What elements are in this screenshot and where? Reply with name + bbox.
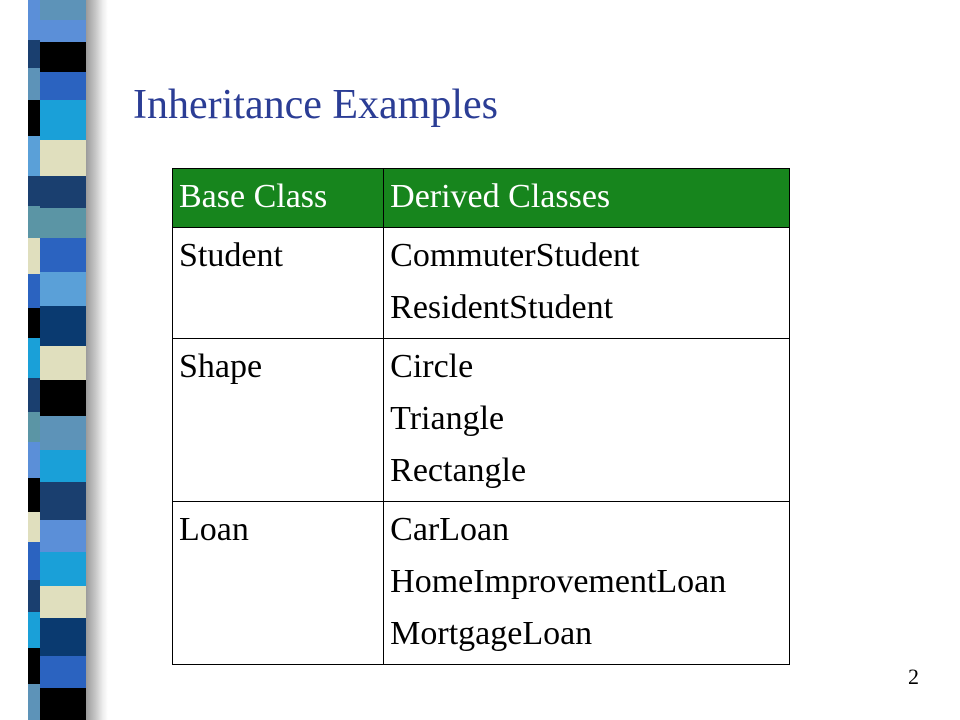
base-class-cell: Loan: [173, 502, 384, 665]
header-base-class: Base Class: [173, 169, 384, 228]
derived-classes-cell: [384, 339, 790, 502]
table-row: [173, 228, 790, 339]
side-bar-shadow: [86, 0, 108, 720]
side-bar-strip: [40, 306, 86, 346]
base-class-cell: Student: [173, 228, 384, 339]
side-bar-strip: [40, 618, 86, 656]
derived-class-item: Rectangle: [390, 452, 527, 489]
derived-class-item: MortgageLoan: [390, 615, 593, 652]
side-bar-strip: [40, 238, 86, 272]
slide-title: Inheritance Examples: [133, 82, 498, 128]
side-bar-strip: [40, 450, 86, 482]
side-bar-strip: [40, 416, 86, 450]
side-bar-strip: [40, 688, 86, 720]
base-class-cell: Shape: [173, 339, 384, 502]
side-bar-strip: [40, 520, 86, 552]
side-bar-strip: [40, 176, 86, 208]
derived-class-item: HomeImprovementLoan: [390, 563, 727, 600]
side-bar-strip: [40, 72, 86, 100]
derived-classes-cell: [384, 502, 790, 665]
derived-class-item: CarLoan: [390, 511, 510, 548]
side-bar-strip: [40, 586, 86, 618]
inheritance-table: [172, 168, 790, 665]
derived-class-item: Triangle: [390, 400, 505, 437]
side-bar-strip: [40, 100, 86, 140]
table-header-row: [173, 169, 790, 228]
side-bar-strip: [40, 20, 86, 42]
page-number: 2: [908, 664, 919, 689]
side-bar-strip: [40, 346, 86, 380]
side-bar-strip: [40, 482, 86, 520]
derived-class-item: ResidentStudent: [390, 289, 614, 326]
table-row: [173, 502, 790, 665]
derived-class-item: CommuterStudent: [390, 237, 640, 274]
side-bar-strip: [40, 208, 86, 238]
side-bar-strip: [40, 656, 86, 688]
side-bar-strip: [40, 0, 86, 20]
side-bar-strip: [40, 140, 86, 176]
header-derived-classes: Derived Classes: [384, 169, 790, 228]
side-bar-strip: [40, 380, 86, 416]
derived-classes-cell: [384, 228, 790, 339]
side-bar-strip: [40, 552, 86, 586]
derived-class-item: Circle: [390, 348, 474, 385]
side-bar-strip: [40, 42, 86, 72]
table-row: [173, 339, 790, 502]
side-bar-strip: [40, 272, 86, 308]
